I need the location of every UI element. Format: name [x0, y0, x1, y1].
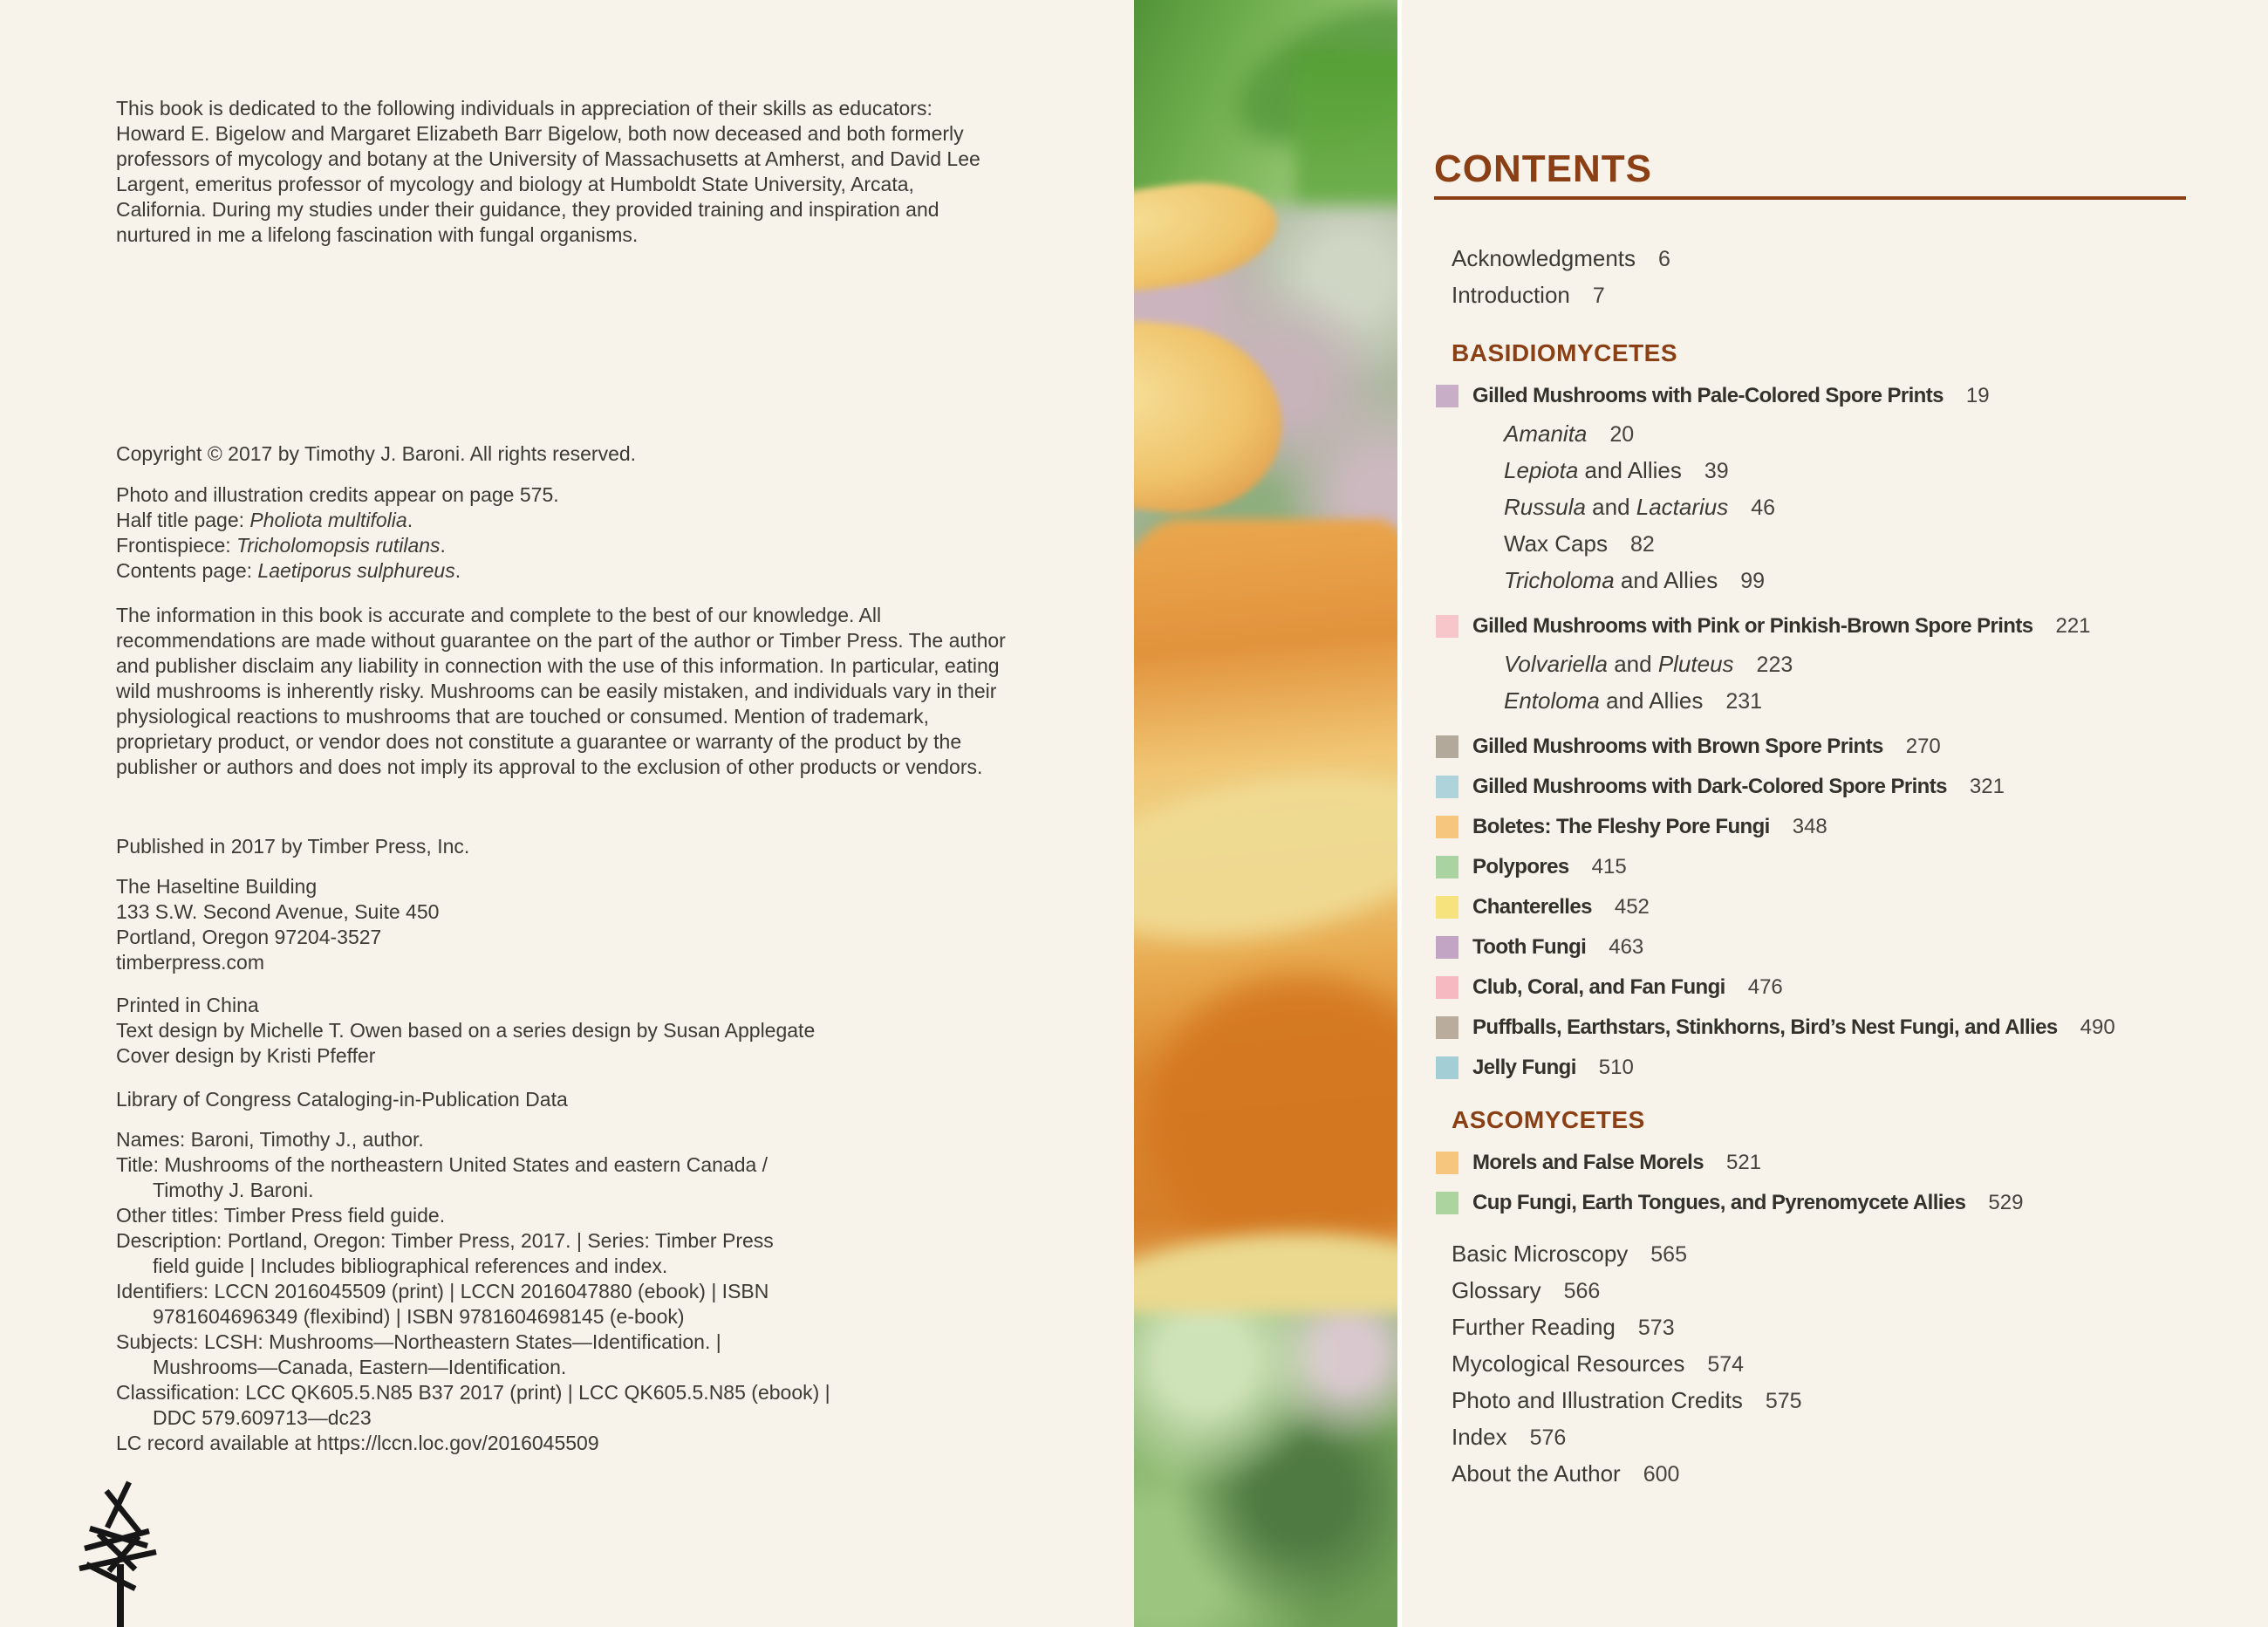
genus-name: Volvariella	[1504, 651, 1608, 677]
toc-page-number: 99	[1740, 569, 1766, 593]
lc-heading: Library of Congress Cataloging-in-Publication Data	[116, 1088, 568, 1111]
title-rule	[1434, 196, 2186, 200]
toc-page-number: 415	[1591, 855, 1627, 878]
toc-entry-label: Cup Fungi, Earth Tongues, and Pyrenomycete Allies	[1472, 1191, 1966, 1214]
printing-line: Printed in China	[116, 994, 259, 1016]
toc-row	[1434, 1456, 2268, 1493]
toc-entry-label: Gilled Mushrooms with Brown Spore Prints	[1472, 735, 1883, 758]
toc-entry-label: Polypores	[1472, 855, 1569, 878]
toc-row	[1434, 241, 2268, 277]
toc-label: Introduction	[1452, 282, 1570, 308]
dedication-text: This book is dedicated to the following individuals in appreciation of their skills as educators: Howard E. Bigelow and Margaret Elizabeth Barr Bigelow, both now deceased and both formerly professors of mycology and botany at the University of Massachusetts at Amherst, and David Lee Largent, emeritus professor of mycology and biology at Humboldt State University, Arcata, California. During my studies under their guidance, they provided training and inspiration and nurtured in me a lifelong fascination with fungal organisms.	[116, 97, 980, 246]
toc-row	[1434, 1309, 2268, 1346]
toc-label: Acknowledgments	[1452, 245, 1636, 271]
toc-label: Glossary	[1452, 1277, 1541, 1303]
toc-page-number: 565	[1650, 1242, 1687, 1267]
toc-sub-entry: Tricholoma and Allies 99	[1504, 567, 1766, 593]
toc-sub-entry: Entoloma and Allies 231	[1504, 687, 1763, 714]
lc-line: Title: Mushrooms of the northeastern United States and eastern Canada /	[116, 1153, 769, 1176]
lc-line: 9781604696349 (flexibind) | ISBN 9781604698145 (e-book)	[153, 1305, 685, 1328]
toc-label: About the Author	[1452, 1460, 1621, 1487]
lc-line: field guide | Includes bibliographical references and index.	[153, 1254, 668, 1277]
toc-entry-label: Jelly Fungi	[1472, 1056, 1576, 1079]
toc-page-number: 576	[1529, 1425, 1567, 1450]
spore-color-swatch	[1436, 976, 1458, 999]
genus-name: Russula	[1504, 494, 1586, 520]
toc-page-number: 6	[1658, 247, 1670, 271]
toc-page-number: 270	[1905, 735, 1941, 758]
laetiporus-sulphureus-photo	[1134, 0, 1397, 1627]
spore-color-swatch	[1436, 856, 1458, 878]
spore-color-swatch	[1436, 1152, 1458, 1174]
photo-foliage-bottom	[1134, 1313, 1397, 1627]
toc-entry-label: Puffballs, Earthstars, Stinkhorns, Bird’s Nest Fungi, and Allies	[1472, 1015, 2058, 1039]
toc-label: Photo and Illustration Credits	[1452, 1387, 1743, 1413]
spore-color-swatch	[1436, 896, 1458, 919]
toc-entry-label: Morels and False Morels	[1472, 1151, 1704, 1174]
lc-line: Classification: LCC QK605.5.N85 B37 2017 (print) | LCC QK605.5.N85 (ebook) |	[116, 1381, 830, 1404]
disclaimer-text: The information in this book is accurate and complete to the best of our knowledge. All recommendations are made without guarantee on the part of the author or Timber Press. The author and publisher disclaim any liability in connection with the use of this information. In particular, eating wild mushrooms is inherently risky. Mushrooms can be easily mistaken, and individuals vary in their physiological reactions to mushrooms that are touched or consumed. Mention of trademark, proprietary product, or vendor does not constitute a guarantee or warranty of the product by the publisher or authors and does not imply its approval to the exclusion of other products or vendors.	[116, 604, 1006, 778]
toc-page-number: 521	[1725, 1151, 1762, 1174]
toc-row	[1434, 1236, 2268, 1273]
half-title-credit: Half title page: Pholiota multifolia.	[116, 509, 413, 531]
cover-design-line: Cover design by Kristi Pfeffer	[116, 1044, 376, 1067]
lc-cataloging-block	[116, 1127, 1006, 1456]
toc-row	[1434, 1273, 2268, 1309]
address-line: Portland, Oregon 97204-3527	[116, 926, 382, 948]
publisher-website: timberpress.com	[116, 951, 264, 974]
spore-color-swatch	[1436, 1056, 1458, 1079]
spore-color-swatch	[1436, 1192, 1458, 1214]
toc-entry	[1434, 894, 2268, 920]
toc-page-number: 231	[1725, 689, 1763, 714]
genus-name: Lepiota	[1504, 457, 1579, 483]
frontispiece-credit: Frontispiece: Tricholomopsis rutilans.	[116, 534, 446, 557]
toc-page-number: 476	[1747, 975, 1783, 999]
toc-page-number: 82	[1629, 532, 1655, 557]
toc-entry	[1434, 974, 2268, 1001]
toc-page-number: 575	[1765, 1389, 1802, 1413]
toc-page-number: 573	[1637, 1316, 1675, 1340]
genus-name: Tricholoma	[1504, 567, 1615, 593]
toc-entry	[1434, 814, 2268, 840]
spore-color-swatch	[1436, 615, 1458, 638]
toc-entry	[1434, 854, 2268, 880]
timber-press-tree-logo	[74, 1479, 174, 1627]
toc-entry	[1434, 1015, 2268, 1041]
toc-label: Basic Microscopy	[1452, 1241, 1629, 1267]
toc-page-number: 20	[1609, 422, 1635, 447]
publisher-address	[116, 874, 1006, 975]
section-heading-ascomycetes: ASCOMYCETES	[1452, 1106, 1645, 1133]
toc-entry-label: Boletes: The Fleshy Pore Fungi	[1472, 815, 1770, 838]
toc-page-number: 19	[1965, 384, 1990, 407]
toc-page-number: 321	[1969, 775, 2005, 798]
toc-page-number: 221	[2055, 614, 2091, 638]
address-line: The Haseltine Building	[116, 875, 318, 898]
spore-color-swatch	[1436, 385, 1458, 407]
toc-row	[1434, 1419, 2268, 1456]
section-heading-basidiomycetes: BASIDIOMYCETES	[1452, 339, 1678, 366]
published-line: Published in 2017 by Timber Press, Inc.	[116, 835, 470, 858]
spore-color-swatch	[1436, 816, 1458, 838]
contents-title: CONTENTS	[1434, 147, 1652, 190]
species-name: Pholiota multifolia	[249, 509, 407, 531]
toc-label: Mycological Resources	[1452, 1350, 1685, 1377]
front-matter-list	[1434, 241, 2268, 314]
toc-entry	[1434, 383, 2268, 409]
toc-sub-list	[1434, 646, 2268, 720]
toc-row	[1434, 1346, 2268, 1383]
toc-entry-label: Gilled Mushrooms with Pink or Pinkish-Brown Spore Prints	[1472, 614, 2033, 638]
toc-sub-entry: Lepiota and Allies 39	[1504, 457, 1729, 483]
toc-page-number: 566	[1563, 1279, 1601, 1303]
toc-entry	[1434, 613, 2268, 639]
page-edge-highlight	[1397, 0, 1402, 1627]
toc-entry	[1434, 934, 2268, 960]
toc-entry-label: Gilled Mushrooms with Dark-Colored Spore Prints	[1472, 775, 1947, 798]
toc-page-number: 600	[1643, 1462, 1680, 1487]
genus-name: Lactarius	[1636, 494, 1729, 520]
toc-row	[1434, 277, 2268, 314]
toc-sub-list	[1434, 416, 2268, 599]
toc-entry	[1434, 774, 2268, 800]
back-matter-list	[1434, 1236, 2268, 1493]
toc-entry	[1434, 1150, 2268, 1176]
lc-line: Description: Portland, Oregon: Timber Press, 2017. | Series: Timber Press	[116, 1229, 774, 1252]
toc-page-number: 574	[1707, 1352, 1745, 1377]
toc-page-number: 463	[1609, 935, 1644, 959]
toc-page-number: 490	[2080, 1015, 2115, 1039]
lc-line: Timothy J. Baroni.	[153, 1179, 314, 1201]
toc-entry-label: Gilled Mushrooms with Pale-Colored Spore Prints	[1472, 384, 1944, 407]
lc-line: DDC 579.609713—dc23	[153, 1406, 372, 1429]
toc-page-number: 223	[1756, 653, 1793, 677]
toc-label: Further Reading	[1452, 1314, 1616, 1340]
toc-entry-label: Chanterelles	[1472, 895, 1592, 919]
contents-page	[1434, 148, 2268, 1493]
credits-line: Photo and illustration credits appear on page 575.	[116, 483, 559, 506]
printing-block	[116, 993, 1006, 1069]
toc-sub-entry: Wax Caps 82	[1504, 530, 1655, 557]
toc-entry	[1434, 1190, 2268, 1216]
species-name: Laetiporus sulphureus	[257, 559, 455, 582]
toc-sub-entry	[1434, 416, 2268, 453]
lc-line: Identifiers: LCCN 2016045509 (print) | LCCN 2016047880 (ebook) | ISBN	[116, 1280, 769, 1302]
contents-page-credit: Contents page: Laetiporus sulphureus.	[116, 559, 461, 582]
genus-name: Pluteus	[1657, 651, 1734, 677]
species-name: Tricholomopsis rutilans	[236, 534, 441, 557]
toc-page-number: 7	[1592, 284, 1605, 308]
toc-entry-label: Club, Coral, and Fan Fungi	[1472, 975, 1725, 999]
spore-color-swatch	[1436, 936, 1458, 959]
genus-name: Entoloma	[1504, 687, 1600, 714]
toc-entry	[1434, 734, 2268, 760]
toc-page-number: 510	[1598, 1056, 1634, 1079]
spore-color-swatch	[1436, 735, 1458, 758]
toc-entry	[1434, 1055, 2268, 1081]
toc-page-number: 348	[1792, 815, 1827, 838]
toc-page-number: 39	[1704, 459, 1729, 483]
lc-line: Subjects: LCSH: Mushrooms—Northeastern States—Identification. |	[116, 1330, 721, 1353]
toc-entry-label: Tooth Fungi	[1472, 935, 1587, 959]
toc-sub-entry: Russula and Lactarius 46	[1504, 494, 1776, 520]
toc-sub-entry: Volvariella and Pluteus 223	[1504, 651, 1793, 677]
toc-page-number: 46	[1751, 496, 1776, 520]
toc-page-number: 529	[1988, 1191, 2024, 1214]
spore-color-swatch	[1436, 1016, 1458, 1039]
address-line: 133 S.W. Second Avenue, Suite 450	[116, 900, 440, 923]
toc-label: Index	[1452, 1424, 1507, 1450]
toc-row	[1434, 1383, 2268, 1419]
toc-page-number: 452	[1614, 895, 1650, 919]
lc-record-url: LC record available at https://lccn.loc.gov/2016045509	[116, 1432, 599, 1454]
lc-line: Names: Baroni, Timothy J., author.	[116, 1128, 424, 1151]
copyright-line	[116, 441, 1006, 467]
lc-line: Other titles: Timber Press field guide.	[116, 1204, 446, 1227]
genus-name: Amanita	[1504, 420, 1588, 447]
lc-line: Mushrooms—Canada, Eastern—Identification.	[153, 1356, 567, 1378]
credits-block	[116, 482, 1006, 584]
copyright-text: Copyright © 2017 by Timothy J. Baroni. All rights reserved.	[116, 442, 637, 465]
spore-color-swatch	[1436, 776, 1458, 798]
design-credit-line: Text design by Michelle T. Owen based on a series design by Susan Applegate	[116, 1019, 816, 1042]
